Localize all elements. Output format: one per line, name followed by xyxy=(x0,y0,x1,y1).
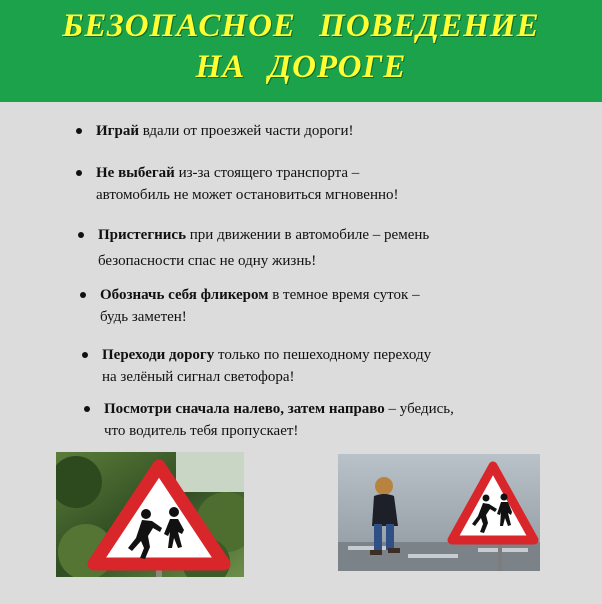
rule-text-line2: будь заметен! xyxy=(100,309,187,325)
rule-keyword: Играй xyxy=(96,123,139,139)
title-line-2: НА ДОРОГЕ xyxy=(195,49,407,85)
bullet-dot xyxy=(76,170,82,176)
bullet-dot xyxy=(84,406,90,412)
rule-text-line2: что водитель тебя пропускает! xyxy=(104,423,299,439)
rule-text: в темное время суток – xyxy=(268,287,420,303)
rule-keyword: Пристегнись xyxy=(98,227,187,243)
rule-keyword: Посмотри сначала налево, затем направо xyxy=(104,401,385,417)
bullet-dot xyxy=(82,352,88,358)
rule-text-line2: безопасности спас не одну жизнь! xyxy=(98,253,317,269)
rule-keyword: Не выбегай xyxy=(96,165,175,181)
rule-text-line2: на зелёный сигнал светофора! xyxy=(102,369,295,385)
bullet-dot xyxy=(76,128,82,134)
bullet-dot xyxy=(80,292,86,298)
rule-keyword: Обозначь себя фликером xyxy=(100,287,269,303)
rule-text-line2: автомобиль не может остановиться мгновенно! xyxy=(96,187,399,203)
rule-text: при движении в автомобиле – ремень xyxy=(186,227,430,243)
rule-text: только по пешеходному переходу xyxy=(214,347,432,363)
bullet-dot xyxy=(78,232,84,238)
rule-text: вдали от проезжей части дороги! xyxy=(138,123,354,139)
child-walking-near-sign-photo xyxy=(338,454,540,571)
header-banner xyxy=(0,0,602,102)
children-crossing-sign-photo xyxy=(56,452,244,577)
title-line-1: БЕЗОПАСНОЕ ПОВЕДЕНИЕ xyxy=(62,8,540,44)
rule-text: – убедись, xyxy=(384,401,454,417)
rule-keyword: Переходи дорогу xyxy=(102,347,215,363)
rule-text: из-за стоящего транспорта – xyxy=(174,165,360,181)
